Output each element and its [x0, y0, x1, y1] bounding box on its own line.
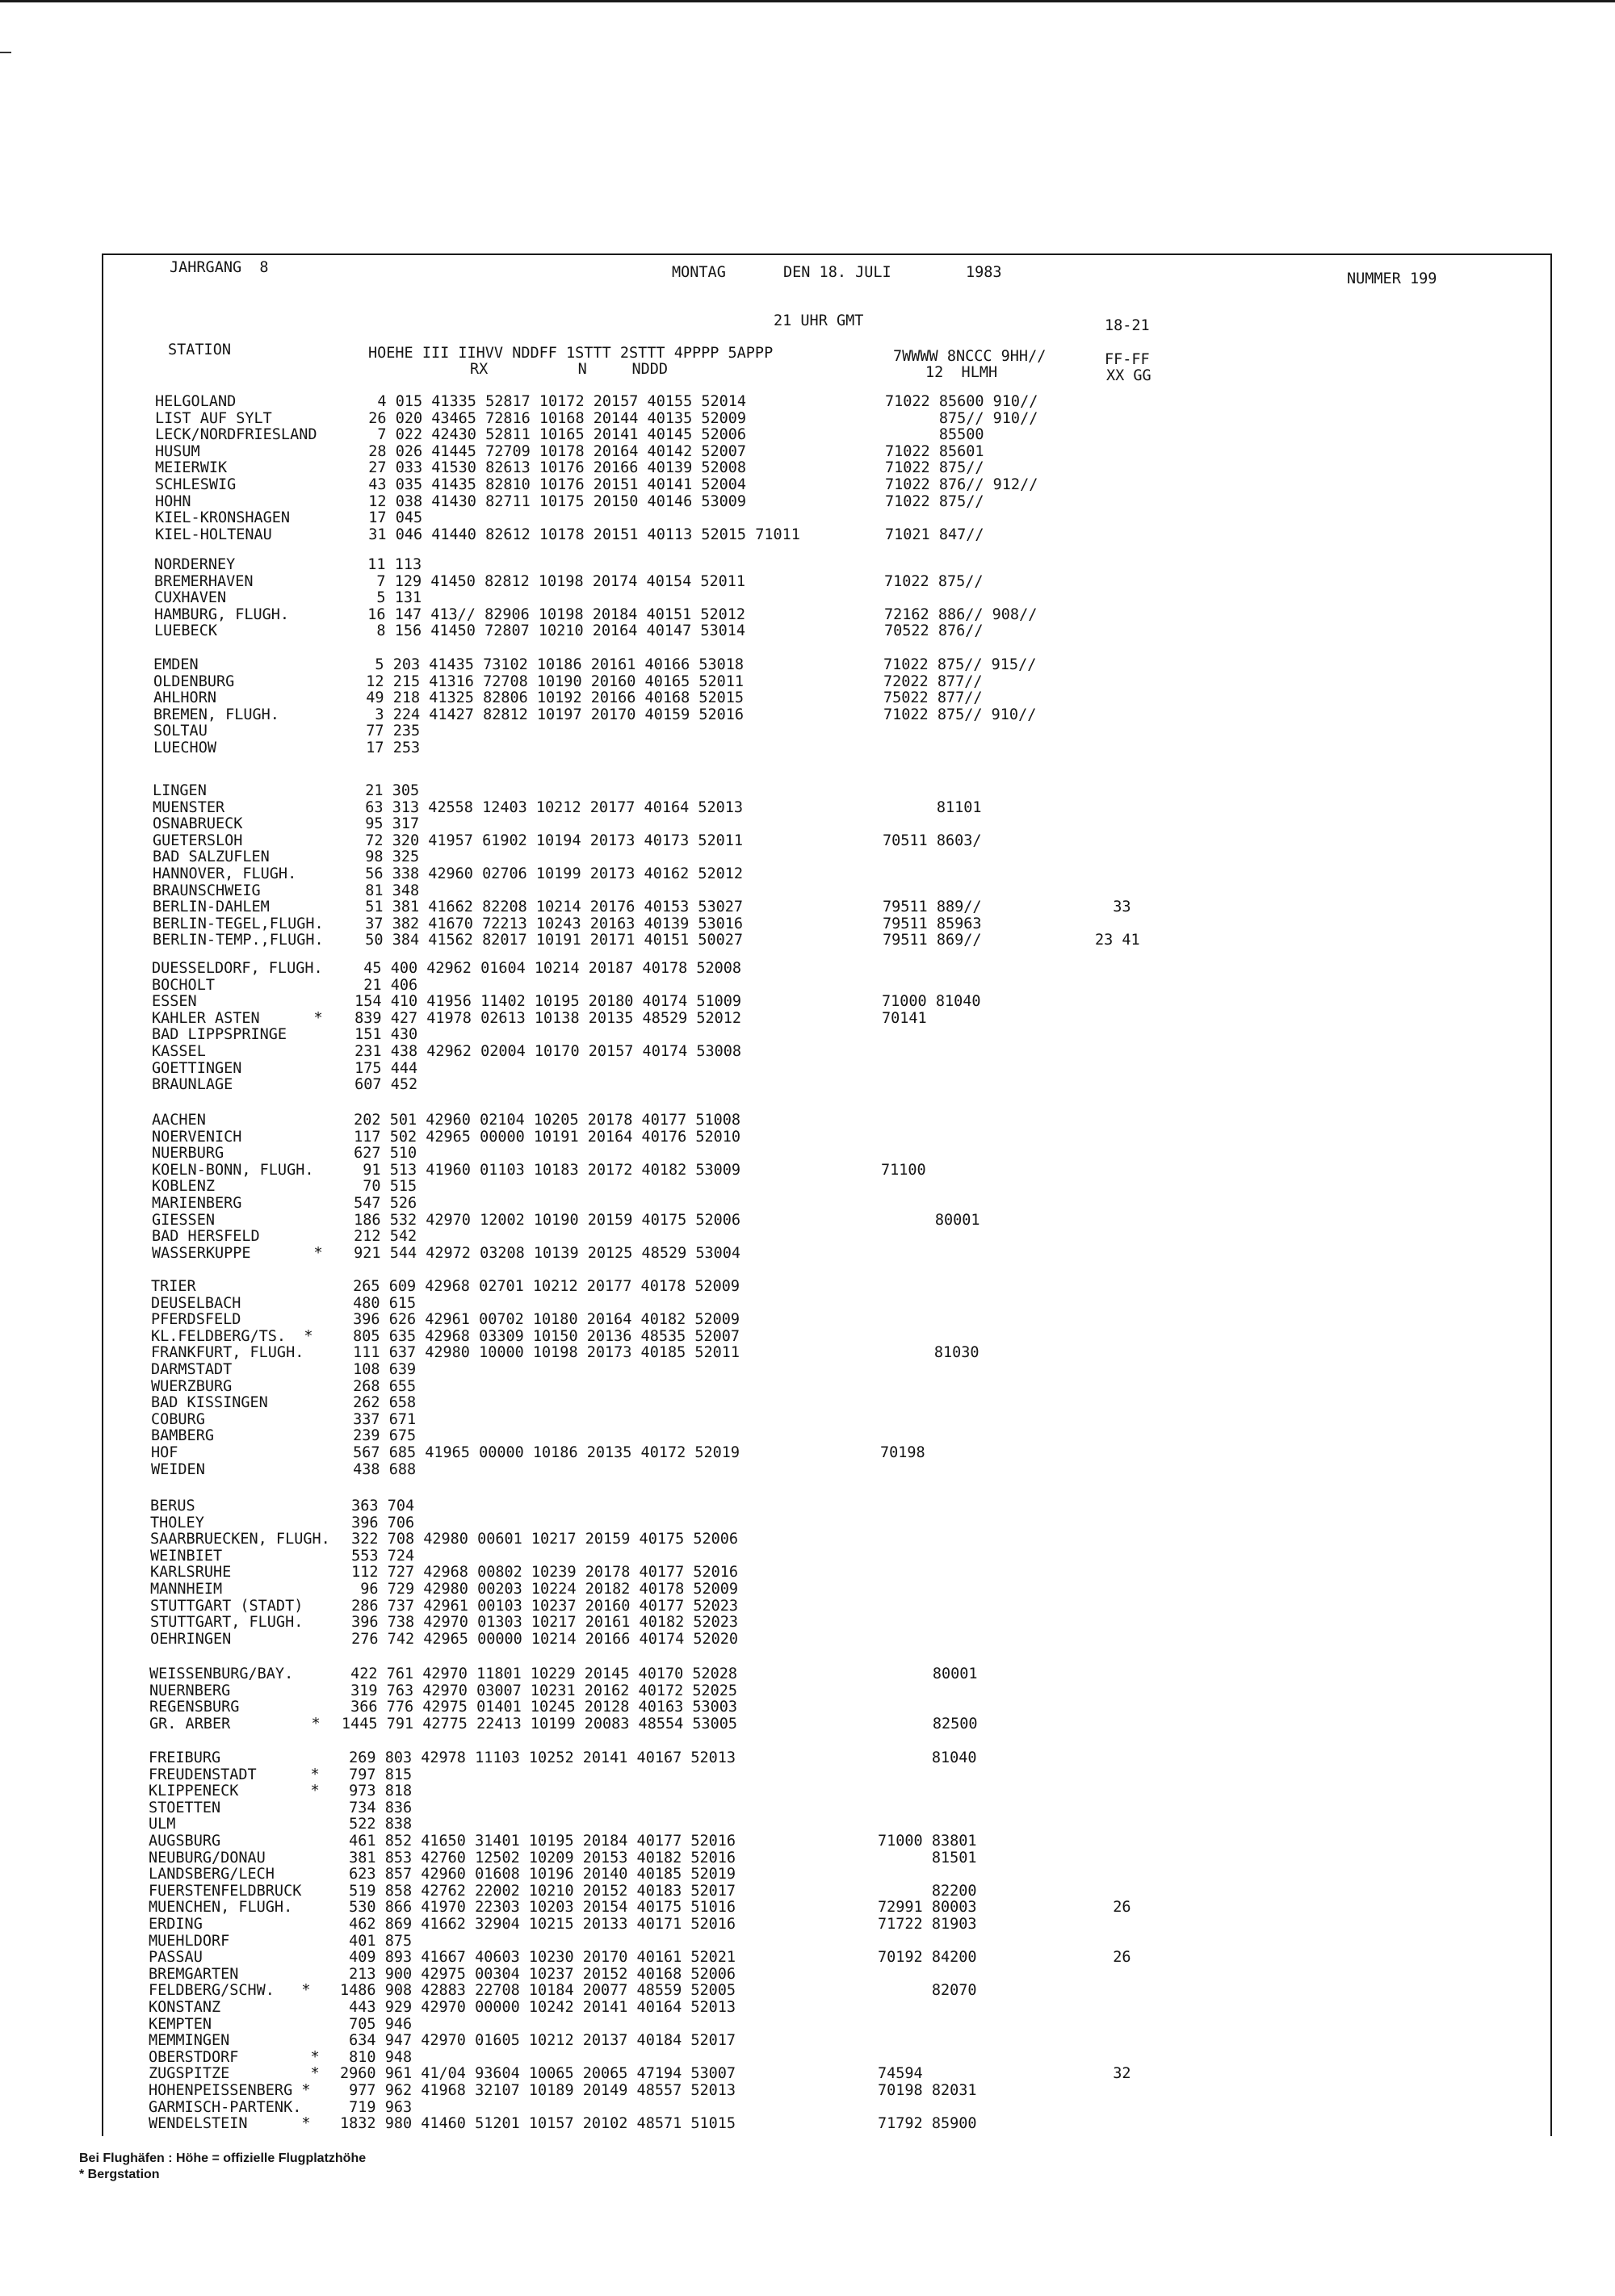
station-weather: 82070 [878, 1982, 977, 1999]
station-name: ZUGSPITZE * [149, 2065, 320, 2082]
station-data: 286 737 42961 00103 10237 20160 40177 52023 [342, 1598, 739, 1615]
station-data: 634 947 42970 01605 10212 20137 40184 52017 [340, 2032, 736, 2049]
station-name: REGENSBURG [149, 1699, 240, 1716]
station-weather: 70198 [880, 1444, 925, 1461]
station-name: KIEL-KRONSHAGEN [155, 509, 291, 526]
station-name: LECK/NORDFRIESLAND [155, 426, 317, 443]
station-data: 5 131 [350, 589, 422, 606]
station-name: LIST AUF SYLT [155, 410, 272, 427]
station-weather: 70511 8603/ [883, 832, 982, 849]
station-data: 705 946 [340, 2016, 413, 2033]
station-weather: 72022 877// [883, 673, 983, 690]
station-data: 553 724 [342, 1548, 415, 1565]
station-weather: 79511 85963 [883, 915, 982, 932]
station-data: 810 948 [340, 2049, 413, 2066]
station-name: ERDING [149, 1916, 203, 1933]
station-name: MEMMINGEN [149, 2032, 230, 2049]
station-name: BOCHOLT [152, 977, 215, 994]
station-weather: 81030 [880, 1344, 979, 1361]
station-name: BAMBERG [151, 1427, 214, 1444]
station-name: CUXHAVEN [154, 589, 227, 606]
station-data: 7 022 42430 52811 10165 20141 40145 52006 [350, 426, 747, 443]
station-data: 175 444 [346, 1060, 418, 1077]
station-data: 28 026 41445 72709 10178 20164 40142 52007 [350, 443, 747, 460]
station-name: KAHLER ASTEN * [152, 1010, 323, 1027]
station-data: 77 235 [348, 723, 421, 739]
station-data: 12 038 41430 82711 10175 20150 40146 53009 [350, 493, 747, 510]
station-weather: 70198 82031 [878, 2082, 977, 2099]
station-data: 70 515 [345, 1178, 417, 1195]
station-name: KL.FELDBERG/TS. * [151, 1328, 313, 1345]
station-name: BERUS [150, 1498, 195, 1515]
station-weather: 79511 869// [883, 932, 982, 949]
station-weather: 71022 85600 910// [885, 393, 1038, 410]
station-data: 519 858 42762 22002 10210 20152 40183 52017 [340, 1883, 736, 1900]
station-name: HAMBURG, FLUGH. [154, 606, 290, 623]
jahrgang-label: JAHRGANG 8 [170, 259, 269, 276]
station-weather: 70141 [882, 1010, 927, 1027]
station-name: MEIERWIK [155, 459, 228, 476]
station-name: OBERSTDORF * [149, 2049, 320, 2066]
station-name: KARLSRUHE [150, 1564, 232, 1581]
day-label: MONTAG [672, 264, 726, 281]
station-wind: 26 [1095, 1949, 1131, 1966]
station-weather: 71000 83801 [878, 1833, 977, 1850]
station-name: HOF [151, 1444, 178, 1461]
station-name: HUSUM [155, 443, 200, 460]
station-weather: 71022 875// 910// [883, 706, 1037, 723]
station-wind: 33 [1095, 899, 1131, 915]
station-data: 1486 908 42883 22708 10184 20077 48559 52005 [340, 1982, 736, 1999]
station-name: WEIDEN [151, 1461, 205, 1478]
station-data: 95 317 [347, 815, 420, 832]
station-weather: 81040 [878, 1749, 977, 1766]
column-codes-sub: RX N NDDD [470, 361, 669, 378]
station-name: KEMPTEN [149, 2016, 212, 2033]
station-data: 213 900 42975 00304 10237 20152 40168 52006 [340, 1966, 736, 1983]
station-name: KLIPPENECK * [149, 1783, 320, 1800]
station-name: WEISSENBURG/BAY. [149, 1665, 294, 1682]
station-weather: 74594 [878, 2065, 923, 2082]
station-name: GIESSEN [152, 1212, 215, 1229]
station-weather: 82500 [879, 1716, 978, 1732]
station-data: 265 609 42968 02701 10212 20177 40178 52009 [344, 1278, 740, 1295]
station-weather: 71722 81903 [878, 1916, 977, 1933]
station-data: 480 615 [344, 1295, 417, 1312]
station-data: 12 215 41316 72708 10190 20160 40165 52011 [348, 673, 745, 690]
station-data: 154 410 41956 11402 10195 20180 40174 51009 [346, 993, 742, 1010]
station-name: PFERDSFELD [151, 1311, 241, 1328]
station-name: SOLTAU [153, 723, 208, 739]
station-name: AUGSBURG [149, 1833, 221, 1850]
station-data: 797 815 [340, 1766, 413, 1783]
station-wind: 26 [1095, 1899, 1131, 1916]
station-data: 27 033 41530 82613 10176 20166 40139 52008 [350, 459, 747, 476]
station-data: 977 962 41968 32107 10189 20149 48557 52013 [340, 2082, 736, 2099]
station-name: FRANKFURT, FLUGH. [151, 1344, 304, 1361]
station-name: LUECHOW [153, 739, 216, 756]
station-weather: 70522 876// [884, 622, 984, 639]
station-data: 422 761 42970 11801 10229 20145 40170 52028 [342, 1665, 738, 1682]
station-data: 63 313 42558 12403 10212 20177 40164 52013 [347, 799, 744, 816]
station-data: 567 685 41965 00000 10186 20135 40172 52019 [344, 1444, 740, 1461]
station-data: 381 853 42760 12502 10209 20153 40182 52016 [340, 1850, 736, 1867]
station-name: OEHRINGEN [150, 1631, 232, 1648]
observation-time: 21 UHR GMT [774, 312, 864, 329]
station-name: THOLEY [150, 1515, 204, 1531]
station-name: KONSTANZ [149, 1999, 221, 2016]
station-name: FELDBERG/SCHW. * [149, 1982, 311, 1999]
station-data: 409 893 41667 40603 10230 20170 40161 52021 [340, 1949, 736, 1966]
station-name: WASSERKUPPE * [152, 1245, 323, 1262]
station-name: NEUBURG/DONAU [149, 1850, 266, 1867]
station-data: 112 727 42968 00802 10239 20178 40177 52016 [342, 1564, 739, 1581]
station-name: BRAUNSCHWEIG [153, 882, 261, 899]
station-weather: 71022 875// [885, 493, 984, 510]
station-data: 21 305 [347, 782, 420, 799]
station-weather: 875// 910// [885, 410, 1038, 427]
station-name: ULM [149, 1816, 176, 1833]
year-label: 1983 [966, 264, 1002, 281]
station-data: 921 544 42972 03208 10139 20125 48529 53004 [345, 1245, 741, 1262]
column-codes: HOEHE III IIHVV NDDFF 1STTT 2STTT 4PPPP 5APPP [368, 345, 774, 362]
station-name: PASSAU [149, 1949, 203, 1966]
station-data: 627 510 [345, 1145, 417, 1162]
station-name: ESSEN [152, 993, 197, 1010]
footnote-mountain: * Bergstation [79, 2168, 160, 2181]
station-name: BREMEN, FLUGH. [153, 706, 279, 723]
station-name: OSNABRUECK [153, 815, 243, 832]
station-name: SCHLESWIG [155, 476, 237, 493]
station-name: BREMERHAVEN [154, 573, 254, 590]
station-name: NORDERNEY [154, 556, 236, 573]
station-name: KIEL-HOLTENAU [155, 526, 272, 543]
station-name: FREUDENSTADT * [149, 1766, 320, 1783]
station-data: 530 866 41970 22303 10203 20154 40175 51016 [340, 1899, 736, 1916]
station-data: 91 513 41960 01103 10183 20172 40182 53009 [345, 1162, 741, 1179]
station-name: DARMSTADT [151, 1361, 233, 1378]
station-data: 7 129 41450 82812 10198 20174 40154 52011 [350, 573, 746, 590]
station-data: 262 658 [344, 1394, 417, 1411]
station-weather: 71000 81040 [882, 993, 981, 1010]
station-name: GR. ARBER * [149, 1716, 321, 1732]
station-data: 108 639 [344, 1361, 417, 1378]
station-name: BERLIN-TEMP.,FLUGH. [153, 932, 324, 949]
station-weather: 71022 875// [885, 459, 984, 476]
station-data: 21 406 [346, 977, 418, 994]
station-weather: 75022 877// [883, 689, 983, 706]
station-weather: 81501 [878, 1850, 977, 1867]
station-weather: 71021 847// [885, 526, 984, 543]
station-name: BAD HERSFELD [152, 1228, 260, 1245]
station-name: STOETTEN [149, 1800, 221, 1816]
station-weather: 71022 876// 912// [885, 476, 1038, 493]
station-data: 438 688 [344, 1461, 417, 1478]
station-data: 239 675 [344, 1427, 417, 1444]
station-name: NOERVENICH [152, 1129, 242, 1146]
footnotes [79, 2151, 366, 2183]
station-weather: 79511 889// [883, 899, 982, 915]
date-label: DEN 18. JULI [783, 264, 891, 281]
station-data: 319 763 42970 03007 10231 20162 40172 52025 [342, 1682, 738, 1699]
station-data: 401 875 [340, 1933, 413, 1950]
station-data: 607 452 [346, 1076, 418, 1093]
station-data: 396 738 42970 01303 10217 20161 40182 52023 [342, 1614, 739, 1631]
station-name: BERLIN-DAHLEM [153, 899, 270, 915]
station-name: DEUSELBACH [151, 1295, 241, 1312]
station-wind: 23 41 [1095, 932, 1140, 949]
station-name: SAARBRUECKEN, FLUGH. [150, 1531, 330, 1548]
station-data: 973 818 [340, 1783, 413, 1800]
footnote-airport: Bei Flughäfen : Höhe = offizielle Flugplatzhöhe [79, 2151, 367, 2165]
station-data: 17 253 [348, 739, 421, 756]
station-name: KOBLENZ [152, 1178, 215, 1195]
station-name: KASSEL [152, 1043, 206, 1060]
station-name: HOHN [155, 493, 191, 510]
station-name: DUESSELDORF, FLUGH. [152, 960, 323, 977]
station-name: LINGEN [153, 782, 207, 799]
station-data: 43 035 41435 82810 10176 20151 40141 52004 [350, 476, 747, 493]
station-name: MARIENBERG [152, 1195, 242, 1212]
station-name: WEINBIET [150, 1548, 223, 1565]
station-name: COBURG [151, 1411, 205, 1428]
station-data: 5 203 41435 73102 10186 20161 40166 53018 [348, 656, 745, 673]
station-weather: 71022 875// 915// [883, 656, 1037, 673]
station-data: 623 857 42960 01608 10196 20140 40185 52019 [340, 1866, 736, 1883]
station-weather: 71022 85601 [885, 443, 984, 460]
station-name: OLDENBURG [153, 673, 235, 690]
station-data: 396 626 42961 00702 10180 20164 40182 52009 [344, 1311, 740, 1328]
station-data: 37 382 41670 72213 10243 20163 40139 53016 [347, 915, 744, 932]
station-name: GOETTINGEN [152, 1060, 242, 1077]
column-wind: FF-FF [1105, 351, 1150, 368]
station-data: 117 502 42965 00000 10191 20164 40176 52010 [345, 1129, 741, 1146]
station-data: 186 532 42970 12002 10190 20159 40175 52006 [345, 1212, 741, 1229]
station-data: 98 325 [347, 848, 420, 865]
table-frame [102, 253, 1552, 2136]
station-name: AHLHORN [153, 689, 216, 706]
station-name: WUERZBURG [151, 1378, 233, 1395]
station-data: 111 637 42980 10000 10198 20173 40185 52011 [344, 1344, 740, 1361]
station-name: STUTTGART (STADT) [150, 1598, 304, 1615]
station-weather: 81101 [883, 799, 982, 816]
station-data: 547 526 [345, 1195, 417, 1212]
station-name: BAD SALZUFLEN [153, 848, 270, 865]
column-weather-sub: 12 HLMH [925, 364, 998, 381]
station-data: 719 963 [340, 2099, 413, 2116]
station-data: 1445 791 42775 22413 10199 20083 48554 53005 [342, 1716, 738, 1732]
station-name: MANNHEIM [150, 1581, 223, 1598]
station-data: 11 113 [350, 556, 422, 573]
station-data: 1832 980 41460 51201 10157 20102 48571 51015 [340, 2115, 736, 2132]
station-data: 363 704 [342, 1498, 415, 1515]
station-wind: 32 [1095, 2065, 1131, 2082]
station-name: BREMGARTEN [149, 1966, 239, 1983]
period-label: 18-21 [1105, 317, 1150, 334]
station-data: 269 803 42978 11103 10252 20141 40167 52013 [340, 1749, 736, 1766]
station-data: 396 706 [342, 1515, 415, 1531]
column-station: STATION [168, 341, 231, 358]
station-name: GARMISCH-PARTENK. [149, 2099, 302, 2116]
station-data: 3 224 41427 82812 10197 20170 40159 52016 [348, 706, 745, 723]
station-weather: 85500 [885, 426, 984, 443]
station-data: 8 156 41450 72807 10210 20164 40147 53014 [350, 622, 746, 639]
station-data: 151 430 [346, 1026, 418, 1043]
station-name: NUERNBERG [149, 1682, 231, 1699]
station-name: LUEBECK [154, 622, 217, 639]
column-weather: 7WWWW 8NCCC 9HH// [893, 348, 1047, 365]
station-name: STUTTGART, FLUGH. [150, 1614, 304, 1631]
station-name: NUERBURG [152, 1145, 224, 1162]
station-weather: 70192 84200 [878, 1949, 977, 1966]
station-data: 72 320 41957 61902 10194 20173 40173 52011 [347, 832, 744, 849]
station-name: BAD LIPPSPRINGE [152, 1026, 287, 1043]
station-weather: 82200 [878, 1883, 977, 1900]
station-data: 734 836 [340, 1800, 413, 1816]
station-data: 337 671 [344, 1411, 417, 1428]
station-name: FUERSTENFELDBRUCK [149, 1883, 302, 1900]
station-data: 45 400 42962 01604 10214 20187 40178 52008 [346, 960, 742, 977]
station-data: 268 655 [344, 1378, 417, 1395]
station-data: 276 742 42965 00000 10214 20166 40174 52020 [342, 1631, 739, 1648]
station-data: 49 218 41325 82806 10192 20166 40168 52015 [348, 689, 745, 706]
station-data: 443 929 42970 00000 10242 20141 40164 52013 [340, 1999, 736, 2016]
station-name: HANNOVER, FLUGH. [153, 865, 297, 882]
station-data: 4 015 41335 52817 10172 20157 40155 52014 [350, 393, 747, 410]
station-name: FREIBURG [149, 1749, 221, 1766]
margin-mark [0, 52, 11, 53]
station-data: 231 438 42962 02004 10170 20157 40174 53008 [346, 1043, 742, 1060]
station-data: 81 348 [347, 882, 420, 899]
station-weather: 71022 875// [884, 573, 984, 590]
station-name: MUENCHEN, FLUGH. [149, 1899, 293, 1916]
nummer-label: NUMMER 199 [1347, 270, 1437, 287]
station-data: 202 501 42960 02104 10205 20178 40177 51008 [345, 1112, 741, 1129]
station-data: 322 708 42980 00601 10217 20159 40175 52006 [342, 1531, 739, 1548]
station-name: EMDEN [153, 656, 199, 673]
station-weather: 80001 [879, 1665, 978, 1682]
station-weather: 72162 886// 908// [884, 606, 1038, 623]
station-data: 56 338 42960 02706 10199 20173 40162 52012 [347, 865, 744, 882]
station-weather: 80001 [881, 1212, 980, 1229]
station-data: 461 852 41650 31401 10195 20184 40177 52016 [340, 1833, 736, 1850]
station-name: BERLIN-TEGEL,FLUGH. [153, 915, 324, 932]
station-data: 462 869 41662 32904 10215 20133 40171 52016 [340, 1916, 736, 1933]
station-name: MUENSTER [153, 799, 225, 816]
station-data: 17 045 [350, 509, 423, 526]
station-data: 2960 961 41/04 93604 10065 20065 47194 53007 [340, 2065, 736, 2082]
station-data: 522 838 [340, 1816, 413, 1833]
station-name: GUETERSLOH [153, 832, 243, 849]
station-name: WENDELSTEIN * [149, 2115, 311, 2132]
station-name: LANDSBERG/LECH [149, 1866, 275, 1883]
station-name: HOHENPEISSENBERG * [149, 2082, 311, 2099]
station-data: 805 635 42968 03309 10150 20136 48535 52007 [344, 1328, 740, 1345]
station-data: 26 020 43465 72816 10168 20144 40135 52009 [350, 410, 747, 427]
top-rule [0, 0, 1615, 2]
station-weather: 71100 [881, 1162, 926, 1179]
station-weather: 71792 85900 [878, 2115, 977, 2132]
station-data: 212 542 [345, 1228, 417, 1245]
station-name: MUEHLDORF [149, 1933, 230, 1950]
station-data: 366 776 42975 01401 10245 20128 40163 53003 [342, 1699, 738, 1716]
station-name: KOELN-BONN, FLUGH. [152, 1162, 314, 1179]
station-data: 51 381 41662 82208 10214 20176 40153 53027 [347, 899, 744, 915]
station-name: HELGOLAND [155, 393, 237, 410]
station-name: BRAUNLAGE [152, 1076, 233, 1093]
column-wind-sub: XX GG [1106, 367, 1151, 384]
station-weather: 72991 80003 [878, 1899, 977, 1916]
station-data: 16 147 413// 82906 10198 20184 40151 52012 [350, 606, 746, 623]
station-data: 50 384 41562 82017 10191 20171 40151 50027 [347, 932, 744, 949]
station-name: BAD KISSINGEN [151, 1394, 268, 1411]
station-name: AACHEN [152, 1112, 206, 1129]
station-data: 31 046 41440 82612 10178 20151 40113 52015 71011 [350, 526, 800, 543]
station-name: TRIER [151, 1278, 196, 1295]
station-data: 96 729 42980 00203 10224 20182 40178 52009 [342, 1581, 739, 1598]
station-data: 839 427 41978 02613 10138 20135 48529 52012 [346, 1010, 742, 1027]
